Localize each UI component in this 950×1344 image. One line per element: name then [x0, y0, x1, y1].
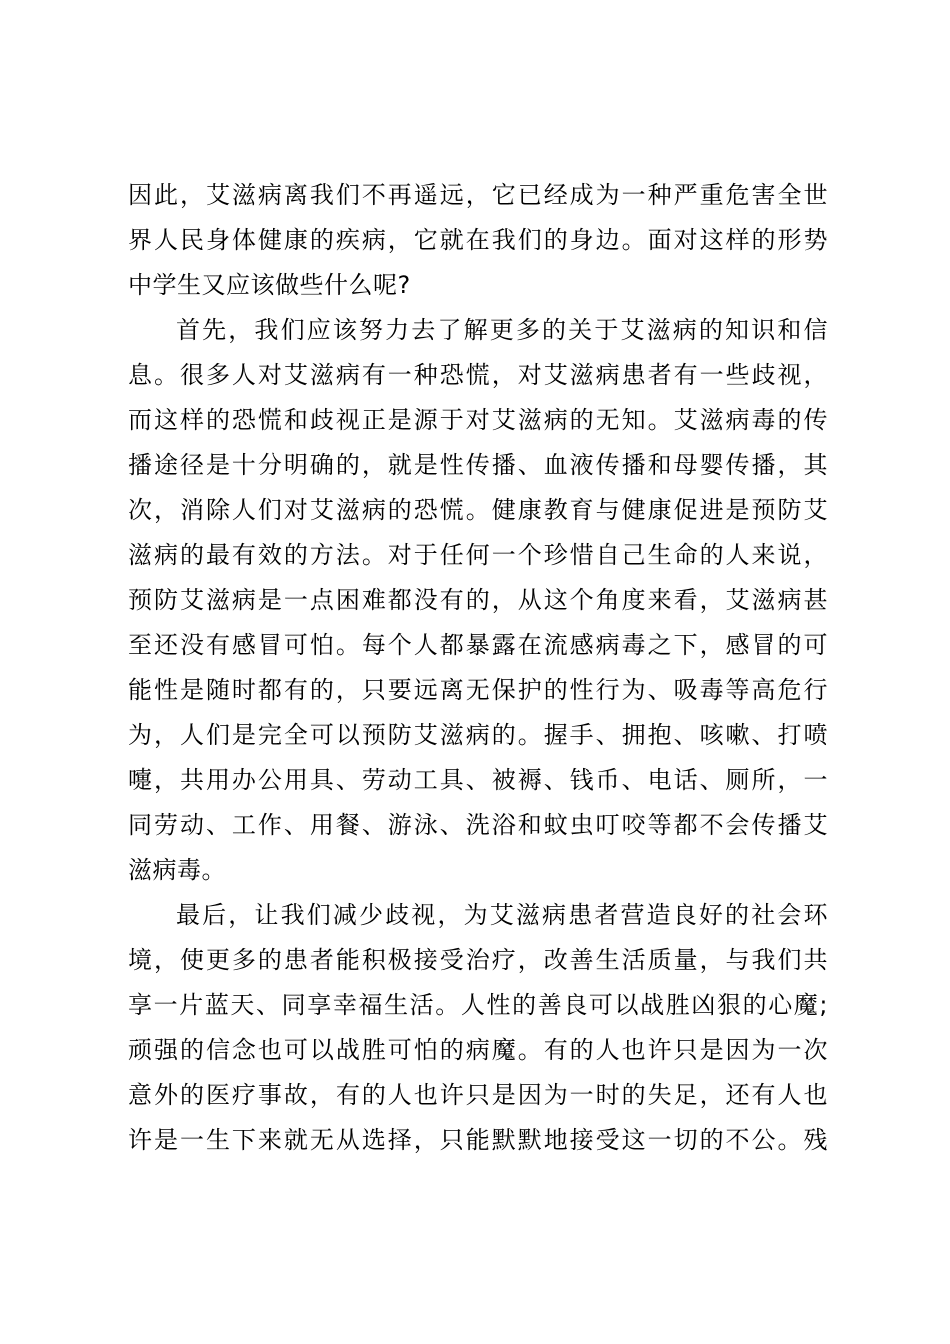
paragraph-2	[128, 308, 828, 893]
text-line: 滋病毒。	[128, 856, 226, 884]
text-line: 许是一生下来就无从选择，只能默默地接受这一切的不公。残	[128, 1126, 828, 1154]
text-line: 播途径是十分明确的，就是性传播、血液传播和母婴传播，其	[128, 451, 828, 479]
document-body	[128, 173, 828, 1163]
text-line: 因此，艾滋病离我们不再遥远，它已经成为一种严重危害全世	[128, 181, 828, 209]
text-line: 境，使更多的患者能积极接受治疗，改善生活质量，与我们共	[128, 946, 828, 974]
paragraph-1	[128, 173, 828, 308]
text-line: 至还没有感冒可怕。每个人都暴露在流感病毒之下，感冒的可	[128, 631, 828, 659]
text-line: 界人民身体健康的疾病，它就在我们的身边。面对这样的形势	[128, 226, 828, 254]
text-line: 首先，我们应该努力去了解更多的关于艾滋病的知识和信	[176, 316, 828, 344]
text-line: 顽强的信念也可以战胜可怕的病魔。有的人也许只是因为一次	[128, 1036, 828, 1064]
text-line: 能性是随时都有的，只要远离无保护的性行为、吸毒等高危行	[128, 676, 828, 704]
paragraph-3	[128, 893, 828, 1163]
text-line: 息。很多人对艾滋病有一种恐慌，对艾滋病患者有一些歧视，	[128, 361, 828, 389]
text-line: 为，人们是完全可以预防艾滋病的。握手、拥抱、咳嗽、打喷	[128, 721, 828, 749]
text-line: 同劳动、工作、用餐、游泳、洗浴和蚊虫叮咬等都不会传播艾	[128, 811, 828, 839]
text-line: 次，消除人们对艾滋病的恐慌。健康教育与健康促进是预防艾	[128, 496, 828, 524]
text-line: 预防艾滋病是一点困难都没有的，从这个角度来看，艾滋病甚	[128, 586, 828, 614]
text-line: 最后，让我们减少歧视，为艾滋病患者营造良好的社会环	[176, 901, 828, 929]
text-line: 滋病的最有效的方法。对于任何一个珍惜自己生命的人来说，	[128, 541, 828, 569]
text-line: 而这样的恐慌和歧视正是源于对艾滋病的无知。艾滋病毒的传	[128, 406, 828, 434]
text-line: 意外的医疗事故，有的人也许只是因为一时的失足，还有人也	[128, 1081, 828, 1109]
text-line: 中学生又应该做些什么呢?	[128, 271, 411, 299]
text-line: 享一片蓝天、同享幸福生活。人性的善良可以战胜凶狠的心魔;	[128, 991, 828, 1019]
text-line: 嚏，共用办公用具、劳动工具、被褥、钱币、电话、厕所，一	[128, 766, 828, 794]
